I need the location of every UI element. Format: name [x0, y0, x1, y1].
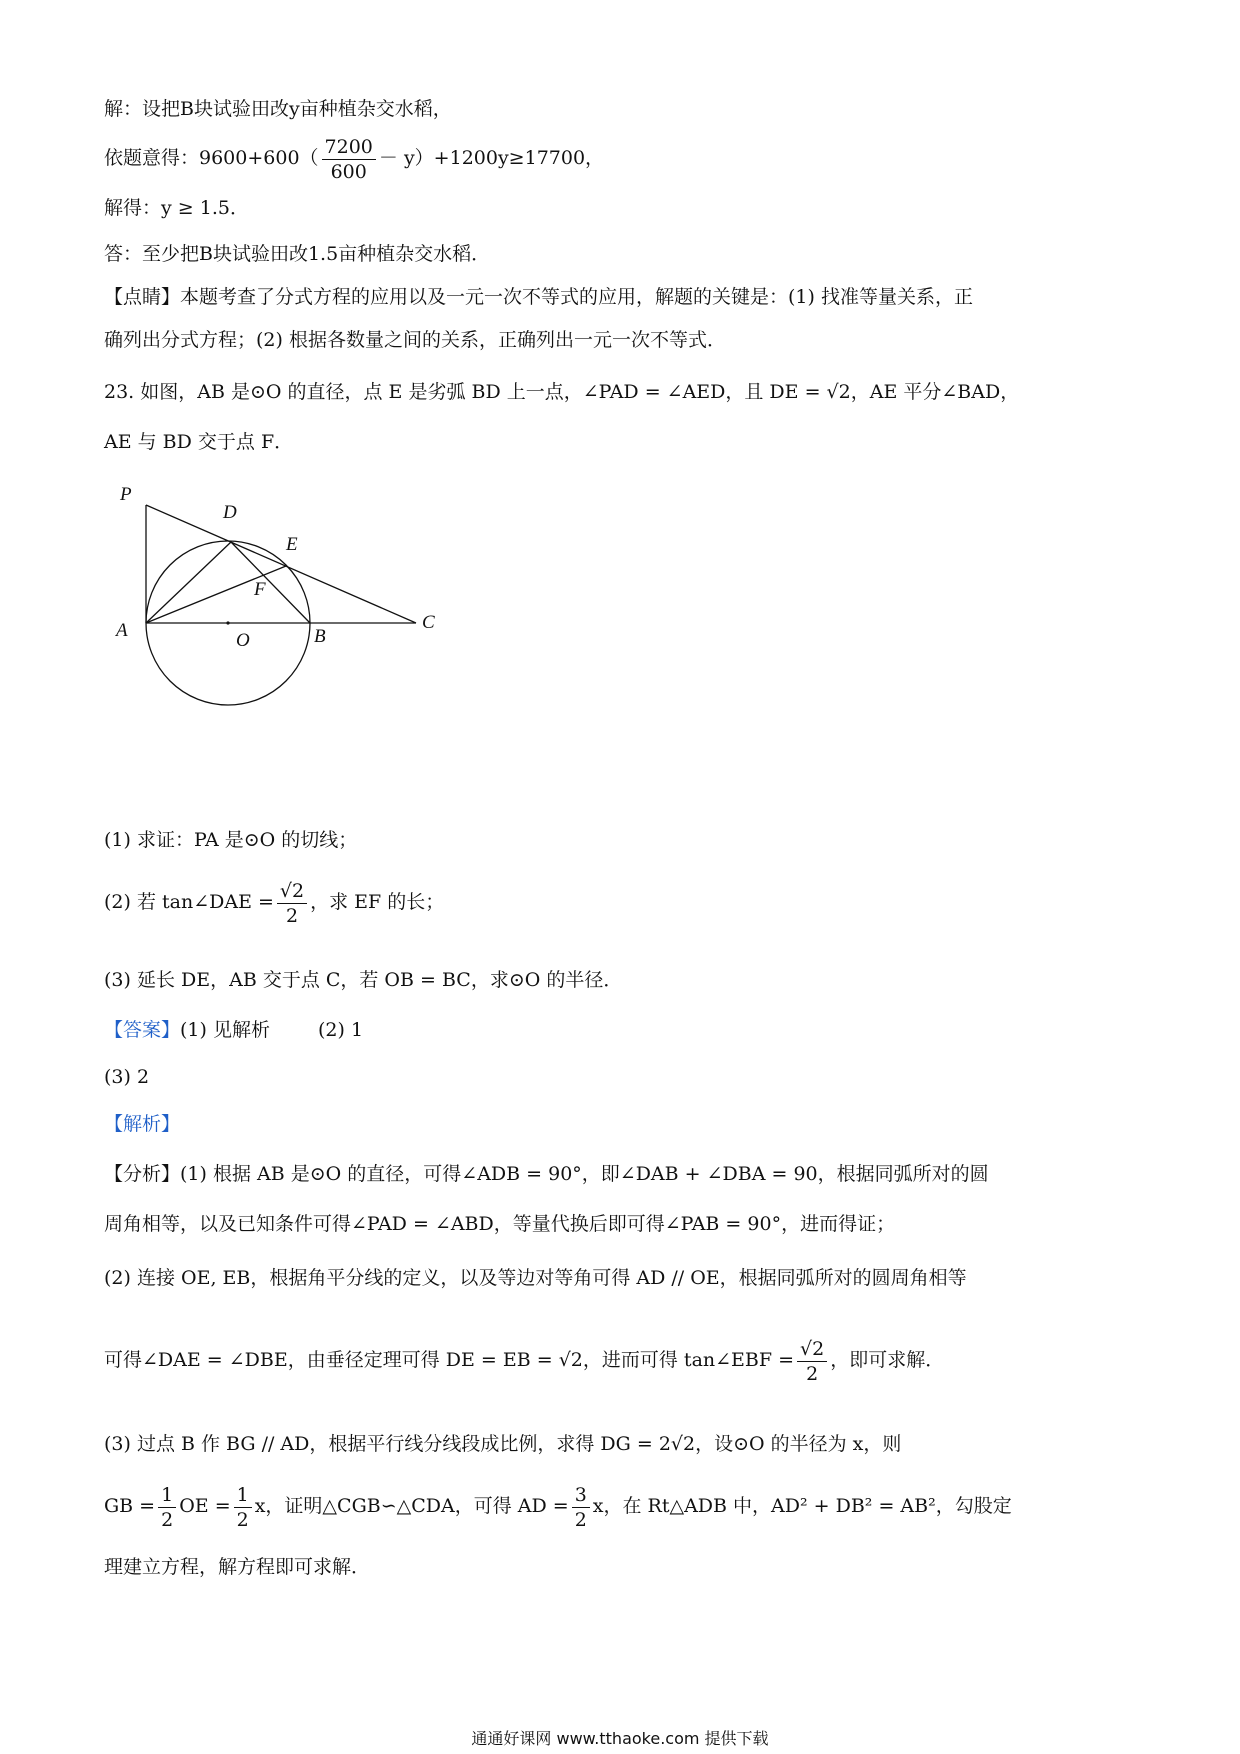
line-db — [231, 542, 310, 623]
analysis-p1-text-1: (1) 根据 AB 是⊙O 的直径，可得∠ADB = 90°，即∠DAB + ∠DBA = 90，根据同弧所对的圆 — [180, 1163, 989, 1185]
analysis-section-tag: 【分析】 — [104, 1163, 181, 1185]
answer-3: (3) 2 — [104, 1066, 150, 1088]
label-c: C — [422, 612, 435, 633]
line-ad — [146, 542, 231, 623]
equation-fraction — [322, 135, 376, 184]
question-1: (1) 求证：PA 是⊙O 的切线； — [104, 829, 358, 851]
label-a: A — [116, 620, 128, 641]
analysis-p1-line-1 — [104, 1160, 989, 1188]
analysis-tag: 【解析】 — [104, 1113, 181, 1135]
analysis-p3-f2-num: 1 — [234, 1483, 252, 1508]
comment-text-1: 本题考查了分式方程的应用以及一元一次不等式的应用，解题的关键是：(1) 找准等量关系，正 — [180, 286, 973, 308]
question-2-prefix: (2) 若 tan∠DAE = — [104, 891, 274, 913]
analysis-p3-f3-num: 3 — [572, 1483, 590, 1508]
answer-tag: 【答案】 — [104, 1019, 181, 1041]
label-f: F — [254, 579, 266, 600]
analysis-p1-line-2: 周角相等，以及已知条件可得∠PAD = ∠ABD，等量代换后即可得∠PAB = 90°，进而得证； — [104, 1213, 896, 1235]
analysis-p3-seg-a: GB = — [104, 1495, 156, 1517]
analysis-p3-line-2 — [104, 1476, 1012, 1536]
analysis-p3-line-3: 理建立方程，解方程即可求解． — [104, 1556, 371, 1578]
label-e: E — [286, 534, 298, 555]
answer-line-1 — [104, 1016, 363, 1044]
page-footer: 通通好课网 www.tthaoke.com 提供下载 — [471, 1729, 769, 1748]
question-2 — [104, 872, 444, 932]
equation-line — [104, 131, 604, 185]
analysis-p2-line-2 — [104, 1330, 944, 1390]
geometry-figure — [116, 484, 460, 710]
equation-prefix: 依题意得：9600+600（ — [104, 147, 319, 169]
answer-statement: 答：至少把B块试验田改1.5亩种植杂交水稻． — [104, 243, 491, 265]
line-pc — [146, 505, 416, 623]
analysis-p2-prefix: 可得∠DAE = ∠DBE，由垂径定理可得 DE = EB = √2，进而可得 tan∠EBF = — [104, 1349, 795, 1371]
analysis-p3-f1-num: 1 — [158, 1483, 176, 1508]
label-p: P — [120, 484, 132, 505]
equation-suffix: － y）+1200y≥17700， — [378, 147, 605, 169]
question-2-numerator: √2 — [277, 879, 307, 904]
analysis-p3-fraction-3 — [572, 1483, 590, 1532]
question-2-suffix: ，求 EF 的长； — [310, 891, 445, 913]
analysis-p3-seg-c: x，证明△CGB∽△CDA，可得 AD = — [254, 1495, 569, 1517]
answer-2: (2) 1 — [317, 1019, 364, 1041]
analysis-p2-denominator: 2 — [806, 1362, 819, 1385]
analysis-p2-suffix: ，即可求解． — [830, 1349, 945, 1371]
label-b: B — [314, 626, 326, 647]
center-point — [226, 621, 229, 624]
analysis-p3-line-1: (3) 过点 B 作 BG // AD，根据平行线分线段成比例，求得 DG = 2√2，设⊙O 的半径为 x，则 — [104, 1433, 902, 1455]
analysis-p2-numerator: √2 — [797, 1337, 827, 1362]
problem-line-2: AE 与 BD 交于点 F． — [104, 431, 294, 453]
label-o: O — [236, 630, 250, 651]
analysis-p3-seg-d: x，在 Rt△ADB 中，AD² + DB² = AB²，勾股定 — [592, 1495, 1012, 1517]
comment-tag: 【点睛】 — [104, 286, 181, 308]
label-d: D — [223, 502, 237, 523]
analysis-p2-line-1: (2) 连接 OE, EB，根据角平分线的定义，以及等边对等角可得 AD // OE，根据同弧所对的圆周角相等 — [104, 1267, 967, 1289]
analysis-p3-fraction-1 — [158, 1483, 176, 1532]
question-2-fraction — [277, 879, 307, 928]
solve-result: 解得：y ≥ 1.5． — [104, 197, 249, 219]
answer-1: (1) 见解析 — [180, 1019, 270, 1041]
fraction-denominator: 600 — [330, 160, 367, 183]
analysis-p3-f2-den: 2 — [236, 1508, 249, 1531]
comment-line-1 — [104, 283, 973, 311]
analysis-p3-f3-den: 2 — [574, 1508, 587, 1531]
comment-line-2: 确列出分式方程；(2) 根据各数量之间的关系，正确列出一元一次不等式． — [104, 329, 726, 351]
analysis-p3-fraction-2 — [234, 1483, 252, 1532]
question-3: (3) 延长 DE，AB 交于点 C，若 OB = BC，求⊙O 的半径． — [104, 969, 623, 991]
analysis-p3-f1-den: 2 — [161, 1508, 174, 1531]
solution-intro: 解：设把B块试验田改y亩种植杂交水稻， — [104, 98, 452, 120]
analysis-p2-fraction — [797, 1337, 827, 1386]
problem-line-1: 23. 如图，AB 是⊙O 的直径，点 E 是劣弧 BD 上一点，∠PAD = ∠AED，且 DE = √2，AE 平分∠BAD， — [104, 381, 1020, 403]
question-2-denominator: 2 — [285, 904, 299, 927]
analysis-p3-seg-b: OE = — [179, 1495, 231, 1517]
fraction-numerator: 7200 — [322, 135, 376, 160]
